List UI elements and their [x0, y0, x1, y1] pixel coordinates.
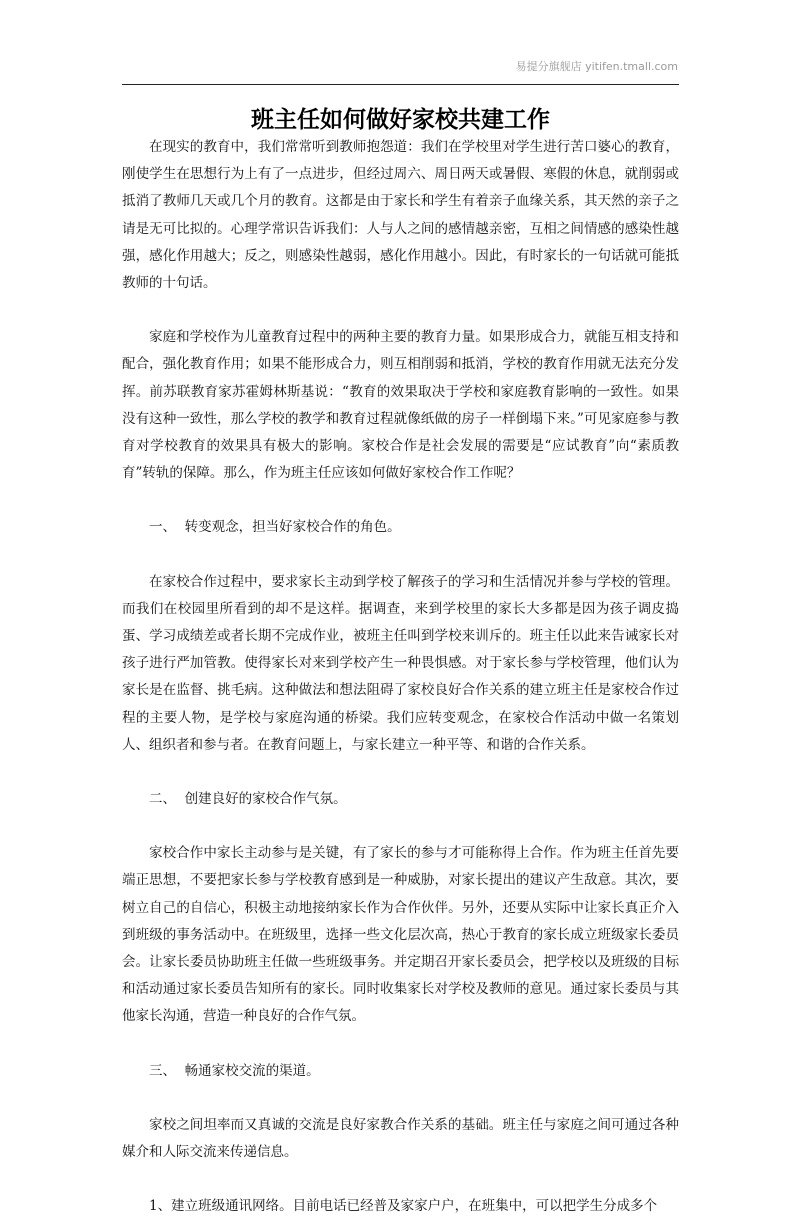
document-body — [122, 134, 679, 1221]
header-divider — [122, 84, 679, 85]
section-heading-1: 一、 转变观念，担当好家校合作的角色。 — [149, 519, 401, 536]
section-heading-2: 二、 创建良好的家校合作气氛。 — [149, 791, 347, 808]
paragraph-home-school-forces: 家庭和学校作为儿童教育过程中的两种主要的教育力量。如果形成合力，就能互相支持和配合，强化教育作用；如果不能形成合力，则互相削弱和抵消，学校的教育作用就无法充分发挥。前苏联教育家苏霍姆林斯基说：“教育的效果取决于学校和家庭教育影响的一致性。如果没有这种一致性，那么学校的教学和教育过程就像纸做的房子一样倒塌下来。”可见家庭参与教育对学校教育的效果具有极大的影响。家校合作是社会发展的需要是“应试教育”向“素质教育”转轨的保障。那么，作为班主任应该如何做好家校合作工作呢？ — [122, 329, 679, 482]
paragraph-intro: 在现实的教育中，我们常常听到教师抱怨道：我们在学校里对学生进行苦口婆心的教育，刚使学生在思想行为上有了一点进步，但经过周六、周日两天或暑假、寒假的休息，就削弱或抵消了教师几天或几个月的教育。这都是由于家长和学生有着亲子血缘关系，其天然的亲子之请是无可比拟的。心理学常识告诉我们：人与人之间的感情越亲密，互相之间情感的感染性越强，感化作用越大；反之，则感染性越弱，感化作用越小。因此，有时家长的一句话就可能抵教师的十句话。 — [122, 139, 679, 292]
store-watermark-note: 易提分旗舰店 yitifen.tmall.com — [515, 60, 678, 73]
paragraph-communication-network: 1、建立班级通讯网络。目前电话已经普及家家户户，在班集中，可以把学生分成多个 — [149, 1198, 658, 1215]
paragraph-communication-basis: 家校之间坦率而又真诚的交流是良好家教合作关系的基础。班主任与家庭之间可通过各种媒介和人际交流来传递信息。 — [122, 1116, 679, 1161]
paragraph-change-mindset: 在家校合作过程中，要求家长主动到学校了解孩子的学习和生活情况并参与学校的管理。而我们在校园里所看到的却不是这样。据调查，来到学校里的家长大多都是因为孩子调皮捣蛋、学习成绩差或者长期不完成作业，被班主任叫到学校来训斥的。班主任以此来告诫家长对孩子进行严加管教。使得家长对来到学校产生一种畏惧感。对于家长参与学校管理，他们认为家长是在监督、挑毛病。这种做法和想法阻碍了家校良好合作关系的建立班主任是家校合作过程的主要人物，是学校与家庭沟通的桥梁。我们应转变观念，在家校合作活动中做一名策划人、组织者和参与者。在教育问题上，与家长建立一种平等、和谐的合作关系。 — [122, 573, 679, 753]
paragraph-cooperation-atmosphere: 家校合作中家长主动参与是关键，有了家长的参与才可能称得上合作。作为班主任首先要端正思想，不要把家长参与学校教育感到是一种威胁，对家长提出的建议产生敌意。其次，要树立自己的自信心，积极主动地接纳家长作为合作伙伴。另外，还要从实际中让家长真正介入到班级的事务活动中。在班级里，选择一些文化层次高，热心于教育的家长成立班级家长委员会。让家长委员协助班主任做一些班级事务。并定期召开家长委员会，把学校以及班级的目标和活动通过家长委员告知所有的家长。同时收集家长对学校及教师的意见。通过家长委员与其他家长沟通，营造一种良好的合作气氛。 — [122, 845, 679, 1025]
document-title: 班主任如何做好家校共建工作 — [251, 107, 550, 133]
section-heading-3: 三、 畅通家校交流的渠道。 — [149, 1062, 320, 1079]
